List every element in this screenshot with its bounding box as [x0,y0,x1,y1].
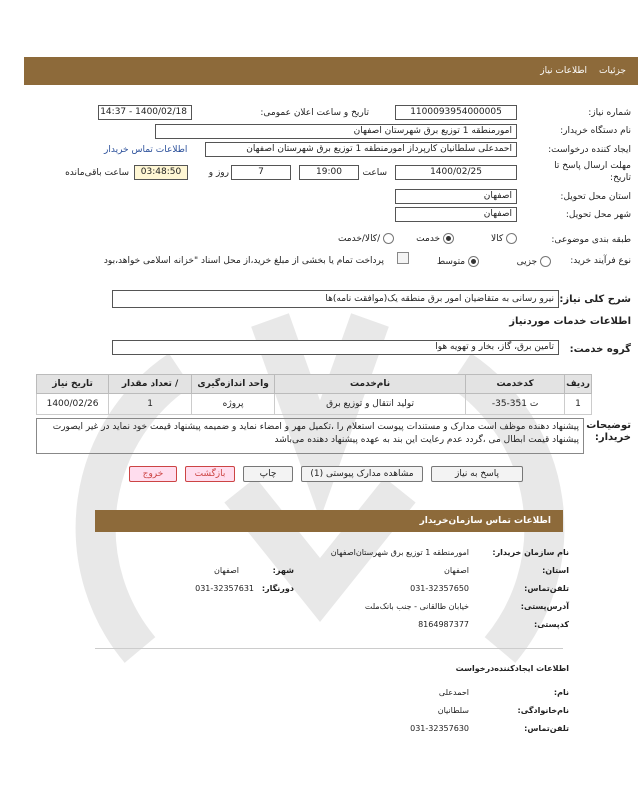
radio-selected-icon [443,233,454,244]
days-field: 7 [231,165,291,180]
category-service-text: خدمت [416,234,441,244]
notes-box: پیشنهاد دهنده موظف است مدارک و مستندات پیوست استعلام را ،تکمیل مهر و امضاء نماید و ضمیمه پیشنهاد قیمت خود نماید در غیر ایصورت پیشنهاد قیمت ابطال می ،گردد عدم رعایت این بند به عهده پیشنهاد دهنده می‌باشد [36,418,584,454]
province-field: اصفهان [395,189,517,204]
category-goods-service-option[interactable] [338,233,394,244]
contact-phone-value: 031-32357650 [410,584,469,593]
category-service-option[interactable] [416,233,454,244]
contact-phone-label: تلفن‌تماس: [524,584,569,593]
service-group-field: تامین برق، گاز، بخار و تهویه هوا [112,340,559,355]
contact-province-label: استان: [542,566,569,575]
need-number-label: شماره نیاز: [588,108,631,118]
process-partial-text: جزیی [516,257,538,267]
creator-label: ایجاد کننده درخواست: [548,145,631,155]
services-title: اطلاعات خدمات موردنیاز [509,316,631,327]
contact-address-value: خیابان طالقانی - جنب بانک‌ملت [364,602,469,611]
radio-icon [506,233,517,244]
category-goods-service-text: /کالا/خدمت [337,234,381,244]
contact-postal-value: 8164987377 [418,620,469,629]
deadline-time-field: 19:00 [299,165,359,180]
service-group-label: گروه خدمت: [569,344,631,355]
category-label: طبقه بندی موضوعی: [551,235,631,245]
payment-note: پرداخت تمام یا بخشی از مبلغ خرید،از محل اسناد "خزانه اسلامی خواهد،بود [103,256,384,266]
radio-selected-icon [468,256,479,267]
th-unit: واحد اندازه‌گیری [192,375,275,394]
exit-button[interactable]: خروج [129,466,177,482]
cell-row: 1 [565,394,592,415]
contact-city-label: شهر: [272,566,294,575]
remaining-time-field: 03:48:50 [134,165,188,180]
cell-qty: 1 [109,394,192,415]
org-label: نام سازمان خریدار: [492,548,569,557]
payment-checkbox-row[interactable] [397,252,409,264]
back-button[interactable]: بازگشت [185,466,235,482]
creator-name-value: احمدعلی [438,688,469,697]
print-button[interactable]: چاپ [243,466,293,482]
creator-family-label: نام‌خانوادگی: [517,706,569,715]
contact-province-value: اصفهان [443,566,469,575]
city-label: شهر محل تحویل: [565,210,631,220]
process-partial-option[interactable] [517,256,551,267]
services-table [36,374,592,415]
nav-details-link[interactable]: جزئیات [599,66,626,76]
city-field: اصفهان [395,207,517,222]
creator-section-title: اطلاعات ایجادکننده‌درخواست [455,664,569,673]
deadline-time-label: ساعت [362,168,387,178]
creator-phone-label: تلفن‌تماس: [524,724,569,733]
contact-postal-label: کدپستی: [534,620,569,629]
th-code: کدخدمت [466,375,565,394]
contact-address-label: آدرس‌پستی: [520,602,569,611]
deadline-date-field: 1400/02/25 [395,165,517,180]
reply-button[interactable]: پاسخ به نیاز [431,466,523,482]
th-date: تاریخ نیاز [37,375,109,394]
summary-label: شرح کلی نیاز: [559,294,631,305]
org-value: امورمنطقه 1 توزیع برق شهرستان‌اصفهان [330,548,469,557]
th-qty: / تعداد مقدار [109,375,192,394]
process-medium-option[interactable] [437,256,479,267]
checkbox-icon [397,252,409,264]
top-nav-bar [24,57,638,85]
attachments-button[interactable]: مشاهده مدارک پیوستی (1) [301,466,423,482]
buyer-contact-link[interactable]: اطلاعات تماس خریدار [104,145,188,155]
cell-name: تولید انتقال و توزیع برق [275,394,466,415]
contact-fax-label: دورنگار: [261,584,294,593]
process-type-label: نوع فرآیند خرید: [570,256,631,266]
creator-family-value: سلطانیان [437,706,469,715]
notes-label: توضیحات خریدار: [586,420,631,443]
deadline-label: مهلت ارسال پاسخ تا تاریخ: [554,161,631,183]
cell-unit: پروژه [192,394,275,415]
creator-name-label: نام: [553,688,569,697]
category-goods-option[interactable] [491,233,517,244]
buyer-label: نام دستگاه خریدار: [560,126,631,136]
contact-fax-value: 031-32357631 [195,584,254,593]
th-name: نام‌خدمت [275,375,466,394]
category-goods-text: کالا [490,234,504,244]
radio-icon [383,233,394,244]
remaining-label: ساعت باقی‌مانده [65,168,129,178]
th-row: ردیف [565,375,592,394]
contact-header: اطلاعات تماس سازمان‌خریدار [95,510,563,532]
summary-field: نیرو رسانی به متقاضیان امور برق منطقه یک(موافقت نامه)ها [112,290,559,308]
nav-need-info-link[interactable]: اطلاعات نیاز [540,66,588,76]
announce-date-label: تاریخ و ساعت اعلان عمومی: [260,108,369,118]
buyer-field: امورمنطقه 1 توزیع برق شهرستان اصفهان [155,124,517,139]
creator-field: احمدعلی سلطانیان کارپرداز امورمنطقه 1 توزیع برق شهرستان اصفهان [205,142,517,157]
table-row [37,394,592,415]
cell-code: ت 351-35- [466,394,565,415]
creator-phone-value: 031-32357630 [410,724,469,733]
cell-date: 1400/02/26 [37,394,109,415]
radio-icon [540,256,551,267]
need-number-field: 1100093954000005 [395,105,517,120]
divider [95,648,563,649]
days-label: روز و [208,168,229,178]
province-label: استان محل تحویل: [560,192,631,202]
announce-date-field: 1400/02/18 - 14:37 [98,105,192,120]
contact-city-value: اصفهان [213,566,239,575]
process-medium-text: متوسط [436,257,466,267]
